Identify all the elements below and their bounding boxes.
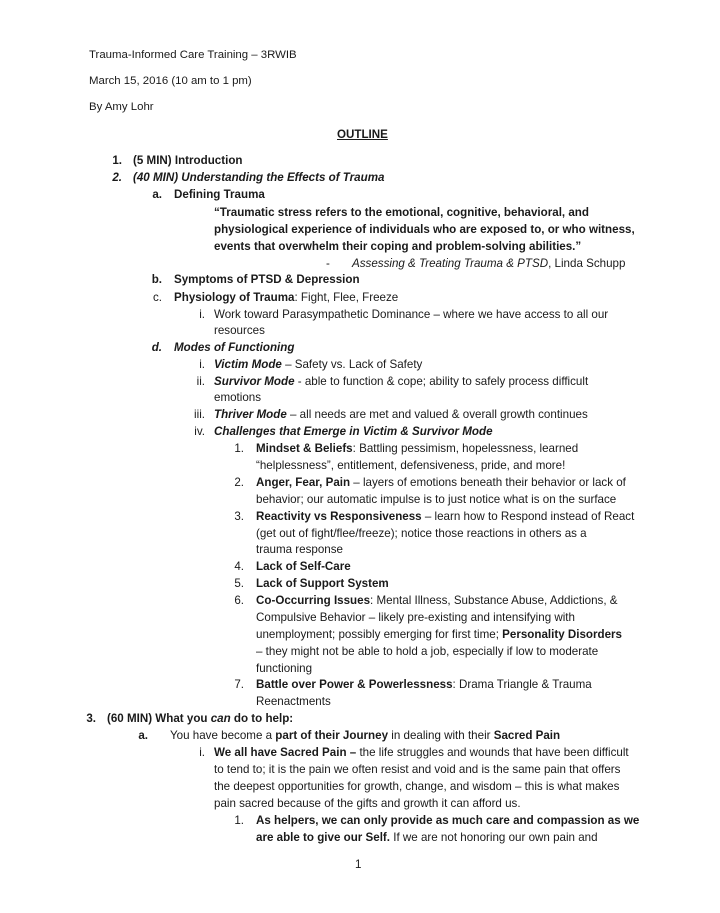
item-text: If we are not honoring our own pain and — [390, 831, 598, 844]
outline-item — [256, 677, 592, 693]
item-bold: Sacred Pain — [493, 729, 561, 742]
item-roman: ii. — [196, 375, 205, 388]
item-bold: part of their Journey — [275, 729, 389, 742]
item-number: 3. — [86, 712, 96, 725]
item-roman: i. — [199, 308, 205, 321]
item-number: 3. — [234, 510, 244, 523]
document-date: March 15, 2016 (10 am to 1 pm) — [89, 75, 252, 87]
item-letter: b. — [151, 273, 162, 286]
item-number: 4. — [234, 560, 244, 573]
outline-item: (5 MIN) Introduction — [133, 154, 243, 167]
citation — [352, 256, 625, 272]
item-text: – learn how to Respond instead of React — [421, 510, 635, 523]
item-number: 1. — [234, 442, 244, 455]
item-bold: Thriver Mode — [214, 408, 287, 421]
item-text: the life struggles and wounds that have been difficult — [356, 746, 629, 759]
item-text: You have become a — [170, 729, 276, 742]
outline-item — [256, 475, 626, 491]
item-text: in dealing with their — [388, 729, 494, 742]
item-letter: a. — [138, 729, 148, 742]
item-letter: c. — [152, 291, 162, 304]
outline-item — [214, 357, 422, 373]
item-bold: Victim Mode — [214, 358, 282, 371]
item-text: : Mental Illness, Substance Abuse, Addictions, & — [370, 594, 618, 607]
item-text: : Fight, Flee, Freeze — [294, 291, 399, 304]
item-text: : Battling pessimism, hopelessness, learned — [352, 442, 579, 455]
outline-item-cont: Compulsive Behavior – likely pre-existing and intensifying with — [256, 611, 575, 624]
item-bold: Personality Disorders — [502, 628, 623, 641]
outline-item — [107, 711, 293, 727]
item-number: 5. — [234, 577, 244, 590]
outline-item — [256, 593, 618, 609]
item-bold: Physiology of Trauma — [174, 291, 295, 304]
item-number: 2. — [112, 171, 122, 184]
item-text: – Safety vs. Lack of Safety — [281, 358, 423, 371]
item-bold: Reactivity vs Responsiveness — [256, 510, 422, 523]
outline-item: (40 MIN) Understanding the Effects of Trauma — [133, 171, 385, 184]
item-italic: can — [210, 712, 231, 725]
outline-item: Lack of Self-Care — [256, 560, 351, 573]
citation-dash: - — [326, 257, 330, 270]
outline-item-cont — [256, 830, 598, 846]
outline-item-cont: functioning — [256, 662, 313, 675]
item-bold: Battle over Power & Powerlessness — [256, 678, 453, 691]
outline-item: Defining Trauma — [174, 188, 265, 201]
outline-item-cont: the deepest opportunities for growth, change, and wisdom – this is what makes — [214, 780, 620, 793]
item-text: – layers of emotions beneath their behavior or lack of — [350, 476, 626, 489]
item-bold: Anger, Fear, Pain — [256, 476, 351, 489]
item-number: 2. — [234, 476, 244, 489]
item-roman: iii. — [194, 408, 205, 421]
item-number: 1. — [112, 154, 122, 167]
item-text: unemployment; possibly emerging for first time; — [256, 628, 503, 641]
outline-item-cont: – they might not be able to hold a job, especially if low to moderate — [256, 645, 599, 658]
outline-item: Modes of Functioning — [174, 341, 295, 354]
outline-item: As helpers, we can only provide as much care and compassion as we — [256, 814, 640, 827]
item-number: 1. — [234, 814, 244, 827]
item-text: – all needs are met and valued & overall growth continues — [286, 408, 588, 421]
outline-item-cont: behavior; our automatic impulse is to just notice what is on the surface — [256, 493, 617, 506]
item-roman: iv. — [194, 425, 205, 438]
outline-item — [214, 407, 588, 423]
outline-item-cont: to tend to; it is the pain we often resist and void and is the same pain that offers — [214, 763, 621, 776]
document-title: Trauma-Informed Care Training – 3RWIB — [89, 49, 297, 61]
item-roman: i. — [199, 746, 205, 759]
outline-item — [256, 441, 578, 457]
outline-item: Lack of Support System — [256, 577, 389, 590]
outline-item-cont: emotions — [214, 391, 262, 404]
outline-item — [174, 290, 398, 306]
item-number: 6. — [234, 594, 244, 607]
quote-line: “Traumatic stress refers to the emotional, cognitive, behavioral, and — [214, 206, 589, 219]
document-author: By Amy Lohr — [89, 101, 154, 113]
item-roman: i. — [199, 358, 205, 371]
outline-item: Symptoms of PTSD & Depression — [174, 273, 360, 286]
outline-item-cont: (get out of fight/flee/freeze); notice those reactions in others as a — [256, 527, 587, 540]
item-text: : Drama Triangle & Trauma — [452, 678, 592, 691]
outline-item — [214, 374, 588, 390]
citation-title: Assessing & Treating Trauma & PTSD — [352, 257, 549, 270]
item-bold: Co-Occurring Issues — [256, 594, 371, 607]
outline-item-cont: “helplessness”, entitlement, defensiveness, pride, and more! — [256, 459, 566, 472]
quote-line: events that overwhelm their coping and problem-solving abilities.” — [214, 240, 582, 253]
item-text: - able to function & cope; ability to safely process difficult — [294, 375, 589, 388]
item-text: (60 MIN) What you — [107, 712, 211, 725]
item-text: do to help: — [230, 712, 294, 725]
outline-heading: OUTLINE — [337, 128, 388, 141]
item-bold: are able to give our Self. — [256, 831, 391, 844]
outline-item-cont: pain sacred because of the gifts and growth it can afford us. — [214, 797, 521, 810]
outline-item — [214, 745, 629, 761]
item-number: 7. — [234, 678, 244, 691]
outline-item-cont: resources — [214, 324, 265, 337]
item-bold: We all have Sacred Pain – — [214, 746, 357, 759]
outline-item — [170, 728, 560, 744]
outline-item-cont — [256, 627, 622, 643]
quote-line: physiological experience of individuals who are exposed to, or who witness, — [214, 223, 635, 236]
outline-item-cont: Reenactments — [256, 695, 331, 708]
page-number: 1 — [355, 858, 362, 871]
item-bold: Mindset & Beliefs — [256, 442, 353, 455]
outline-item: Work toward Parasympathetic Dominance – where we have access to all our — [214, 308, 609, 321]
item-letter: d. — [151, 341, 162, 354]
outline-item: Challenges that Emerge in Victim & Survivor Mode — [214, 425, 493, 438]
item-bold: Survivor Mode — [214, 375, 295, 388]
outline-item — [256, 509, 634, 525]
outline-item-cont: trauma response — [256, 543, 343, 556]
citation-author: , Linda Schupp — [548, 257, 626, 270]
item-letter: a. — [152, 188, 162, 201]
